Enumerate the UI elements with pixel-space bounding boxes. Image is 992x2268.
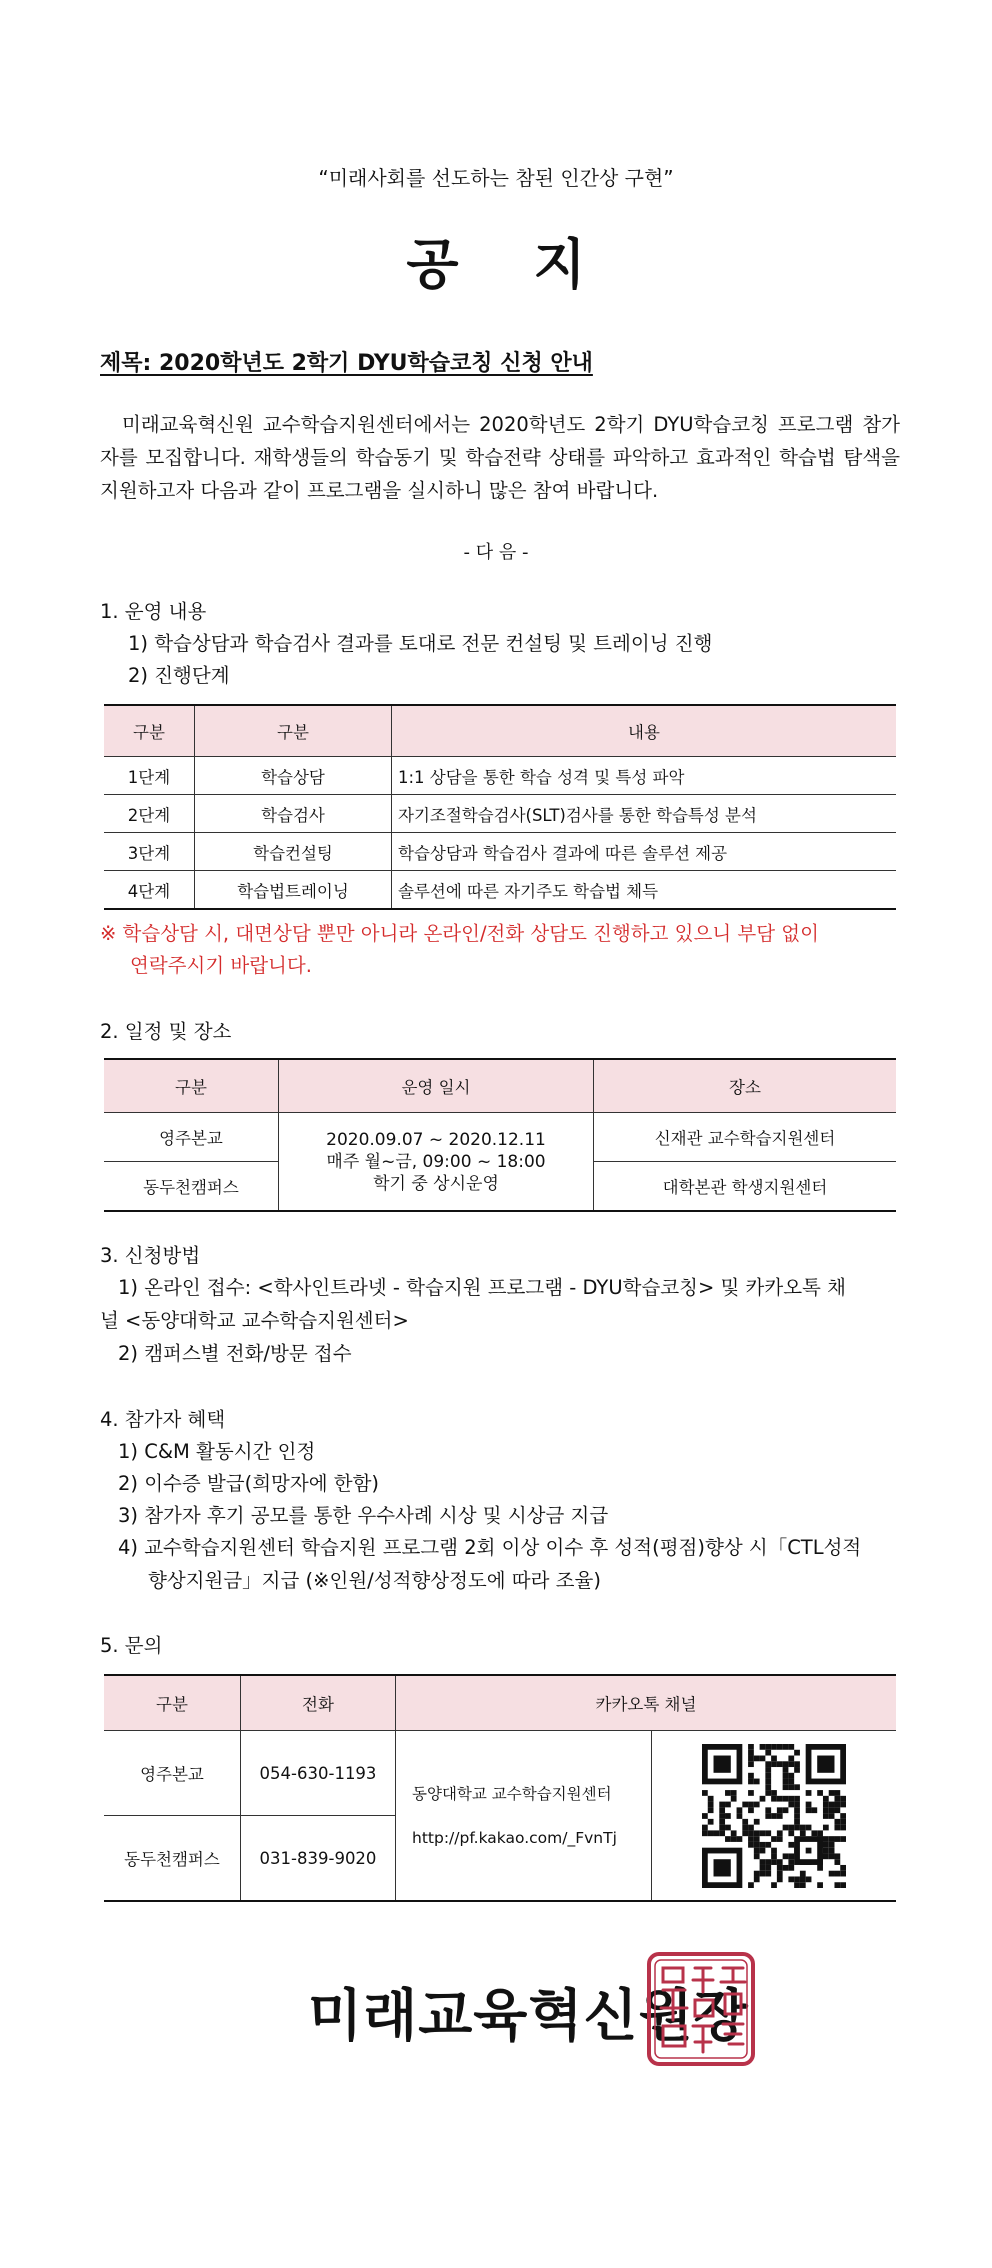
section4-item-4: 4) 교수학습지원센터 학습지원 프로그램 2회 이상 이수 후 성적(평점)향상 시「CTL성적 <box>118 1536 862 1559</box>
table-row <box>104 1731 896 1816</box>
section4-heading: 4. 참가자 혜택 <box>100 1408 226 1431</box>
table-header: 구분 <box>195 705 392 757</box>
table-cell: 2단계 <box>104 795 195 833</box>
section3-item-1-cont: 널 <동양대학교 교수학습지원센터> <box>100 1309 409 1332</box>
table-cell: 1단계 <box>104 757 195 795</box>
table-cell: 대학본관 학생지원센터 <box>594 1162 897 1212</box>
table-header: 운영 일시 <box>279 1059 594 1113</box>
section1-item-2: 2) 진행단계 <box>128 664 230 687</box>
table-cell: 학습검사 <box>195 795 392 833</box>
table-header: 구분 <box>104 1059 279 1113</box>
table-cell: 3단계 <box>104 833 195 871</box>
schedule-table <box>104 1058 896 1212</box>
table-cell: 신재관 교수학습지원센터 <box>594 1113 897 1162</box>
qr-code-image[interactable] <box>702 1744 846 1888</box>
table-cell: 동두천캠퍼스 <box>104 1816 241 1902</box>
table-row <box>104 795 896 833</box>
section3-heading: 3. 신청방법 <box>100 1244 201 1267</box>
table-cell: 학습법트레이닝 <box>195 871 392 910</box>
table-cell: 영주본교 <box>140 1765 204 1784</box>
table-header: 구분 <box>104 705 195 757</box>
section4-item-1: 1) C&M 활동시간 인정 <box>118 1440 316 1463</box>
section5-heading: 5. 문의 <box>100 1634 163 1657</box>
intro-paragraph: 미래교육혁신원 교수학습지원센터에서는 2020학년도 2학기 DYU학습코칭 프로그램 참가자를 모집합니다. 재학생들의 학습동기 및 학습전략 상태를 파악하고 효과적인 학습법 탐색을 지원하고자 다음과 같이 프로그램을 실시하니 많은 참여 바랍니다. <box>100 413 900 502</box>
section1-heading: 1. 운영 내용 <box>100 600 207 623</box>
table-cell: 4단계 <box>104 871 195 910</box>
section3-item-1: 1) 온라인 접수: <학사인트라넷 - 학습지원 프로그램 - DYU학습코칭> 및 카카오톡 채 <box>118 1276 846 1299</box>
subject-line: 제목: 2020학년도 2학기 DYU학습코칭 신청 안내 <box>100 351 593 376</box>
daum-divider: - 다 음 - <box>463 542 529 563</box>
schedule-line: 매주 월~금, 09:00 ~ 18:00 <box>326 1151 546 1172</box>
table-row <box>104 757 896 795</box>
schedule-line: 학기 중 상시운영 <box>373 1173 499 1194</box>
table-cell: 솔루션에 따른 자기주도 학습법 체득 <box>392 871 897 910</box>
schedule-line: 2020.09.07 ~ 2020.12.11 <box>326 1129 546 1150</box>
table-header: 전화 <box>241 1675 396 1731</box>
contact-table <box>104 1674 896 1902</box>
operation-table <box>104 704 896 910</box>
slogan: “미래사회를 선도하는 참된 인간상 구현” <box>318 166 674 190</box>
section4-item-3: 3) 참가자 후기 공모를 통한 우수사례 시상 및 시상금 지급 <box>118 1504 609 1527</box>
official-seal-image <box>645 1950 757 2068</box>
section2-heading: 2. 일정 및 장소 <box>100 1020 232 1043</box>
warning-note-line1: ※ 학습상담 시, 대면상담 뿐만 아니라 온라인/전화 상담도 진행하고 있으니 부담 없이 <box>100 922 819 945</box>
table-header: 카카오톡 채널 <box>396 1675 897 1731</box>
warning-note-line2: 연락주시기 바랍니다. <box>130 954 312 977</box>
table-row <box>104 1113 896 1162</box>
table-cell: 학습상담 <box>195 757 392 795</box>
kakao-channel-cell <box>396 1731 652 1902</box>
notice-title: 공 지 <box>406 233 614 296</box>
section4-item-4-cont: 향상지원금」지급 (※인원/성적향상정도에 따라 조율) <box>148 1569 601 1592</box>
table-cell: 학습컨설팅 <box>195 833 392 871</box>
section4-item-2: 2) 이수증 발급(희망자에 한함) <box>118 1472 380 1495</box>
table-cell: 054-630-1193 <box>241 1731 396 1816</box>
signature-title: 미래교육혁신원장 <box>308 1984 749 2049</box>
qr-cell <box>652 1731 897 1902</box>
kakao-channel-url[interactable]: http://pf.kakao.com/_FvnTj <box>412 1828 617 1847</box>
table-cell: 자기조절학습검사(SLT)검사를 통한 학습특성 분석 <box>392 795 897 833</box>
schedule-cell <box>279 1113 594 1212</box>
table-cell: 1:1 상담을 통한 학습 성격 및 특성 파악 <box>392 757 897 795</box>
warning-note <box>100 918 900 982</box>
table-cell: 영주본교 <box>159 1129 223 1148</box>
table-header: 구분 <box>104 1675 241 1731</box>
table-row <box>104 871 896 910</box>
table-cell: 031-839-9020 <box>241 1816 396 1902</box>
table-cell: 학습상담과 학습검사 결과에 따른 솔루션 제공 <box>392 833 897 871</box>
table-header: 내용 <box>392 705 897 757</box>
section1-item-1: 1) 학습상담과 학습검사 결과를 토대로 전문 컨설팅 및 트레이닝 진행 <box>128 632 713 655</box>
table-cell: 동두천캠퍼스 <box>104 1162 279 1212</box>
table-row <box>104 833 896 871</box>
kakao-channel-name: 동양대학교 교수학습지원센터 <box>412 1784 612 1803</box>
section3-item-2: 2) 캠퍼스별 전화/방문 접수 <box>118 1342 352 1365</box>
table-header: 장소 <box>594 1059 897 1113</box>
